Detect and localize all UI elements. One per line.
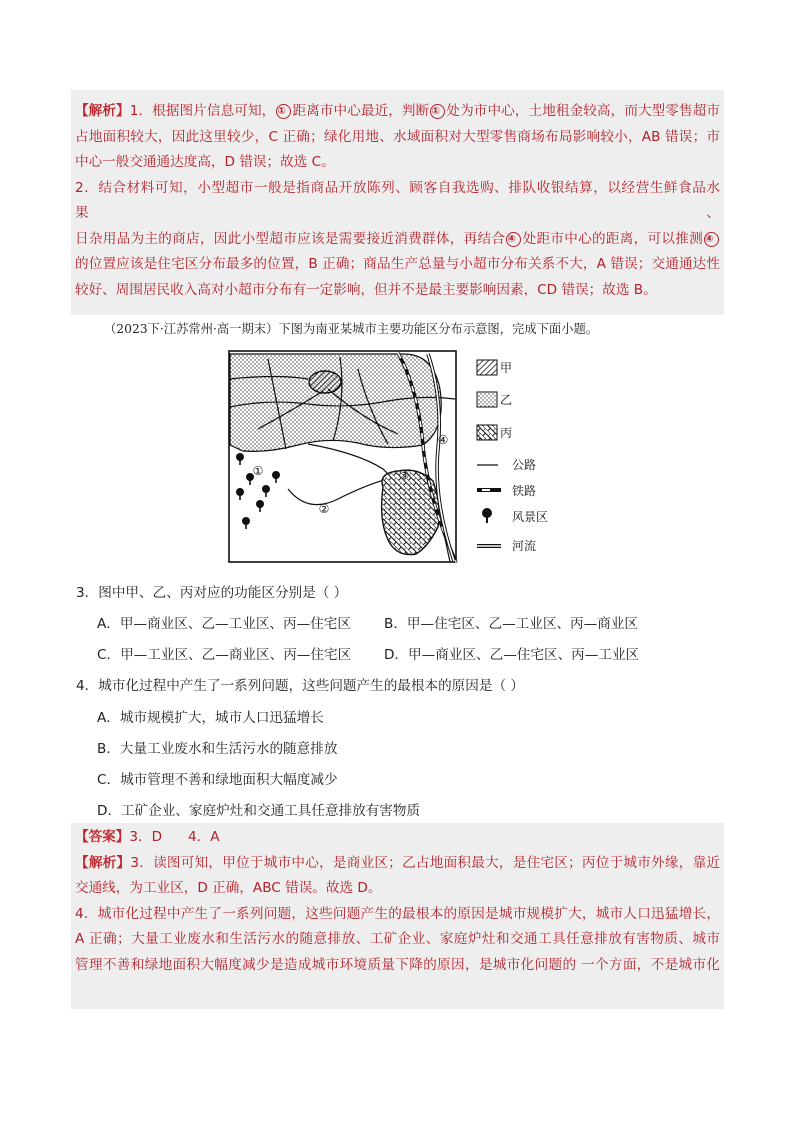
analysis-tag: 【解析】 [75, 103, 130, 119]
question-3-option-a[interactable]: A．甲—商业区、乙—工业区、丙—住宅区 [97, 616, 351, 632]
map-label-1: ① [252, 464, 264, 478]
circled-mark-1: ① [430, 104, 445, 119]
area-jia [309, 371, 341, 393]
circled-mark-1: ① [276, 104, 291, 119]
analysis-line: 占地面积较大，因此这里较少，C 正确；绿化用地、水域面积对大型零售商场布局影响较小，AB 错误；市 [75, 128, 720, 145]
circled-mark-4: ④ [704, 232, 719, 247]
question-4-option-b[interactable]: B．大量工业废水和生活污水的随意排放 [97, 741, 338, 757]
legend-scenic: 风景区 [512, 510, 549, 524]
answer-text: 3．D 4．A [129, 829, 220, 845]
question-4-stem: 4．城市化过程中产生了一系列问题，这些问题产生的最根本的原因是（ ） [76, 678, 524, 694]
question-4-option-a[interactable]: A．城市规模扩大，城市人口迅猛增长 [97, 710, 324, 726]
analysis-line: 管理不善和绿地面积大幅度减少是造成城市环境质量下降的原因，是城市化问题的 一个方面，不是城市化 [75, 956, 720, 973]
map-label-4: ④ [437, 433, 449, 447]
map-label-2: ② [318, 502, 330, 516]
city-function-map [228, 349, 563, 565]
legend-river: 河流 [512, 539, 537, 553]
analysis-tag: 【解析】 [75, 854, 131, 871]
question-4-option-d[interactable]: D．工矿企业、家庭炉灶和交通工具任意排放有害物质 [97, 803, 421, 819]
question-3-option-d[interactable]: D．甲—商业区、乙—住宅区、丙—工业区 [384, 647, 640, 663]
analysis-line: 2．结合材料可知，小型超市一般是指商品开放陈列、顾客自我选购、排队收银结算，以经营生鲜食品水果、 [75, 179, 720, 221]
answer-tag: 【答案】 [75, 829, 130, 845]
analysis-block-1: 【解析】1．根据图片信息可知， ① 距离市中心最近，判断 ① 处为市中心，土地租金较高，而大型零售超市 占地面积较大，因此这里较少，C 正确；绿化用地、水域面积对大型零售商场布局影响较小，AB 错误；市 中心一般交通通达度高，D 错误；故选 C。 2．结合材料可知，小型超市一般是指商品开放陈列、顾客自我选购、排队收银结算，以经营生鲜食品水果、 日杂用品为主的商店，因此小型超市应该是需要接近消费群体，再结合 ④ 处距市中心的距离，可以推测 ④ 的位置应该是住宅区分布最多的位置，B 正确；商品生产总量与小超市分布关系不大，A 错误；交通通达性 较好、周围居民收入高对小超市分布有一定影响，但并不是最主要影响因素，CD 错误；故选 B。 [71, 90, 724, 315]
analysis-line: 中心一般交通通达度高，D 错误；故选 C。 [75, 154, 335, 170]
analysis-line: 4．城市化过程中产生了一系列问题，这些问题产生的最根本的原因是城市规模扩大，城市人口迅猛增长， [75, 905, 720, 922]
question-3-option-b[interactable]: B．甲—住宅区、乙—工业区、丙—商业区 [384, 616, 639, 632]
analysis-line: 较好、周围居民收入高对小超市分布有一定影响，但并不是最主要影响因素，CD 错误；故选 B。 [75, 281, 657, 298]
legend-yi: 乙 [500, 393, 513, 407]
legend-jia: 甲 [500, 361, 513, 375]
map-label-3: ③ [398, 468, 410, 482]
analysis-line: A 正确；大量工业废水和生活污水的随意排放、工矿企业、家庭炉灶和交通工具任意排放有害物质、城市 [75, 931, 720, 947]
question-4-option-c[interactable]: C．城市管理不善和绿地面积大幅度减少 [97, 772, 338, 788]
analysis-line: 的位置应该是住宅区分布最多的位置，B 正确；商品生产总量与小超市分布关系不大，A 错误；交通通达性 [75, 256, 720, 272]
circled-mark-4: ④ [506, 232, 521, 247]
question-3-stem: 3．图中甲、乙、丙对应的功能区分别是（ ） [76, 585, 348, 601]
analysis-line: 交通线，为工业区，D 正确，ABC 错误。故选 D。 [75, 880, 382, 896]
question-intro: （2023下·江苏常州·高一期末）下图为南亚某城市主要功能区分布示意图，完成下面小题。 [104, 322, 599, 336]
legend-rail: 铁路 [512, 484, 537, 498]
legend-road: 公路 [512, 458, 537, 472]
answer-analysis-block: 【答案】3．D 4．A 【解析】3．读图可知，甲位于城市中心，是商业区；乙占地面积最大，是住宅区；丙位于城市外缘，靠近 交通线，为工业区，D 正确，ABC 错误。故选 D。 4．城市化过程中产生了一系列问题，这些问题产生的最根本的原因是城市规模扩大，城市人口迅猛增长， A 正确；大量工业废水和生活污水的随意排放、工矿企业、家庭炉灶和交通工具任意排放有害物质、城市 管理不善和绿地面积大幅度减少是造成城市环境质量下降的原因，是城市化问题的 一个方面，不是城市化 [71, 823, 724, 1009]
map-legend [477, 360, 548, 553]
question-3-option-c[interactable]: C．甲—工业区、乙—商业区、丙—住宅区 [97, 647, 352, 663]
legend-bing: 丙 [500, 426, 513, 440]
